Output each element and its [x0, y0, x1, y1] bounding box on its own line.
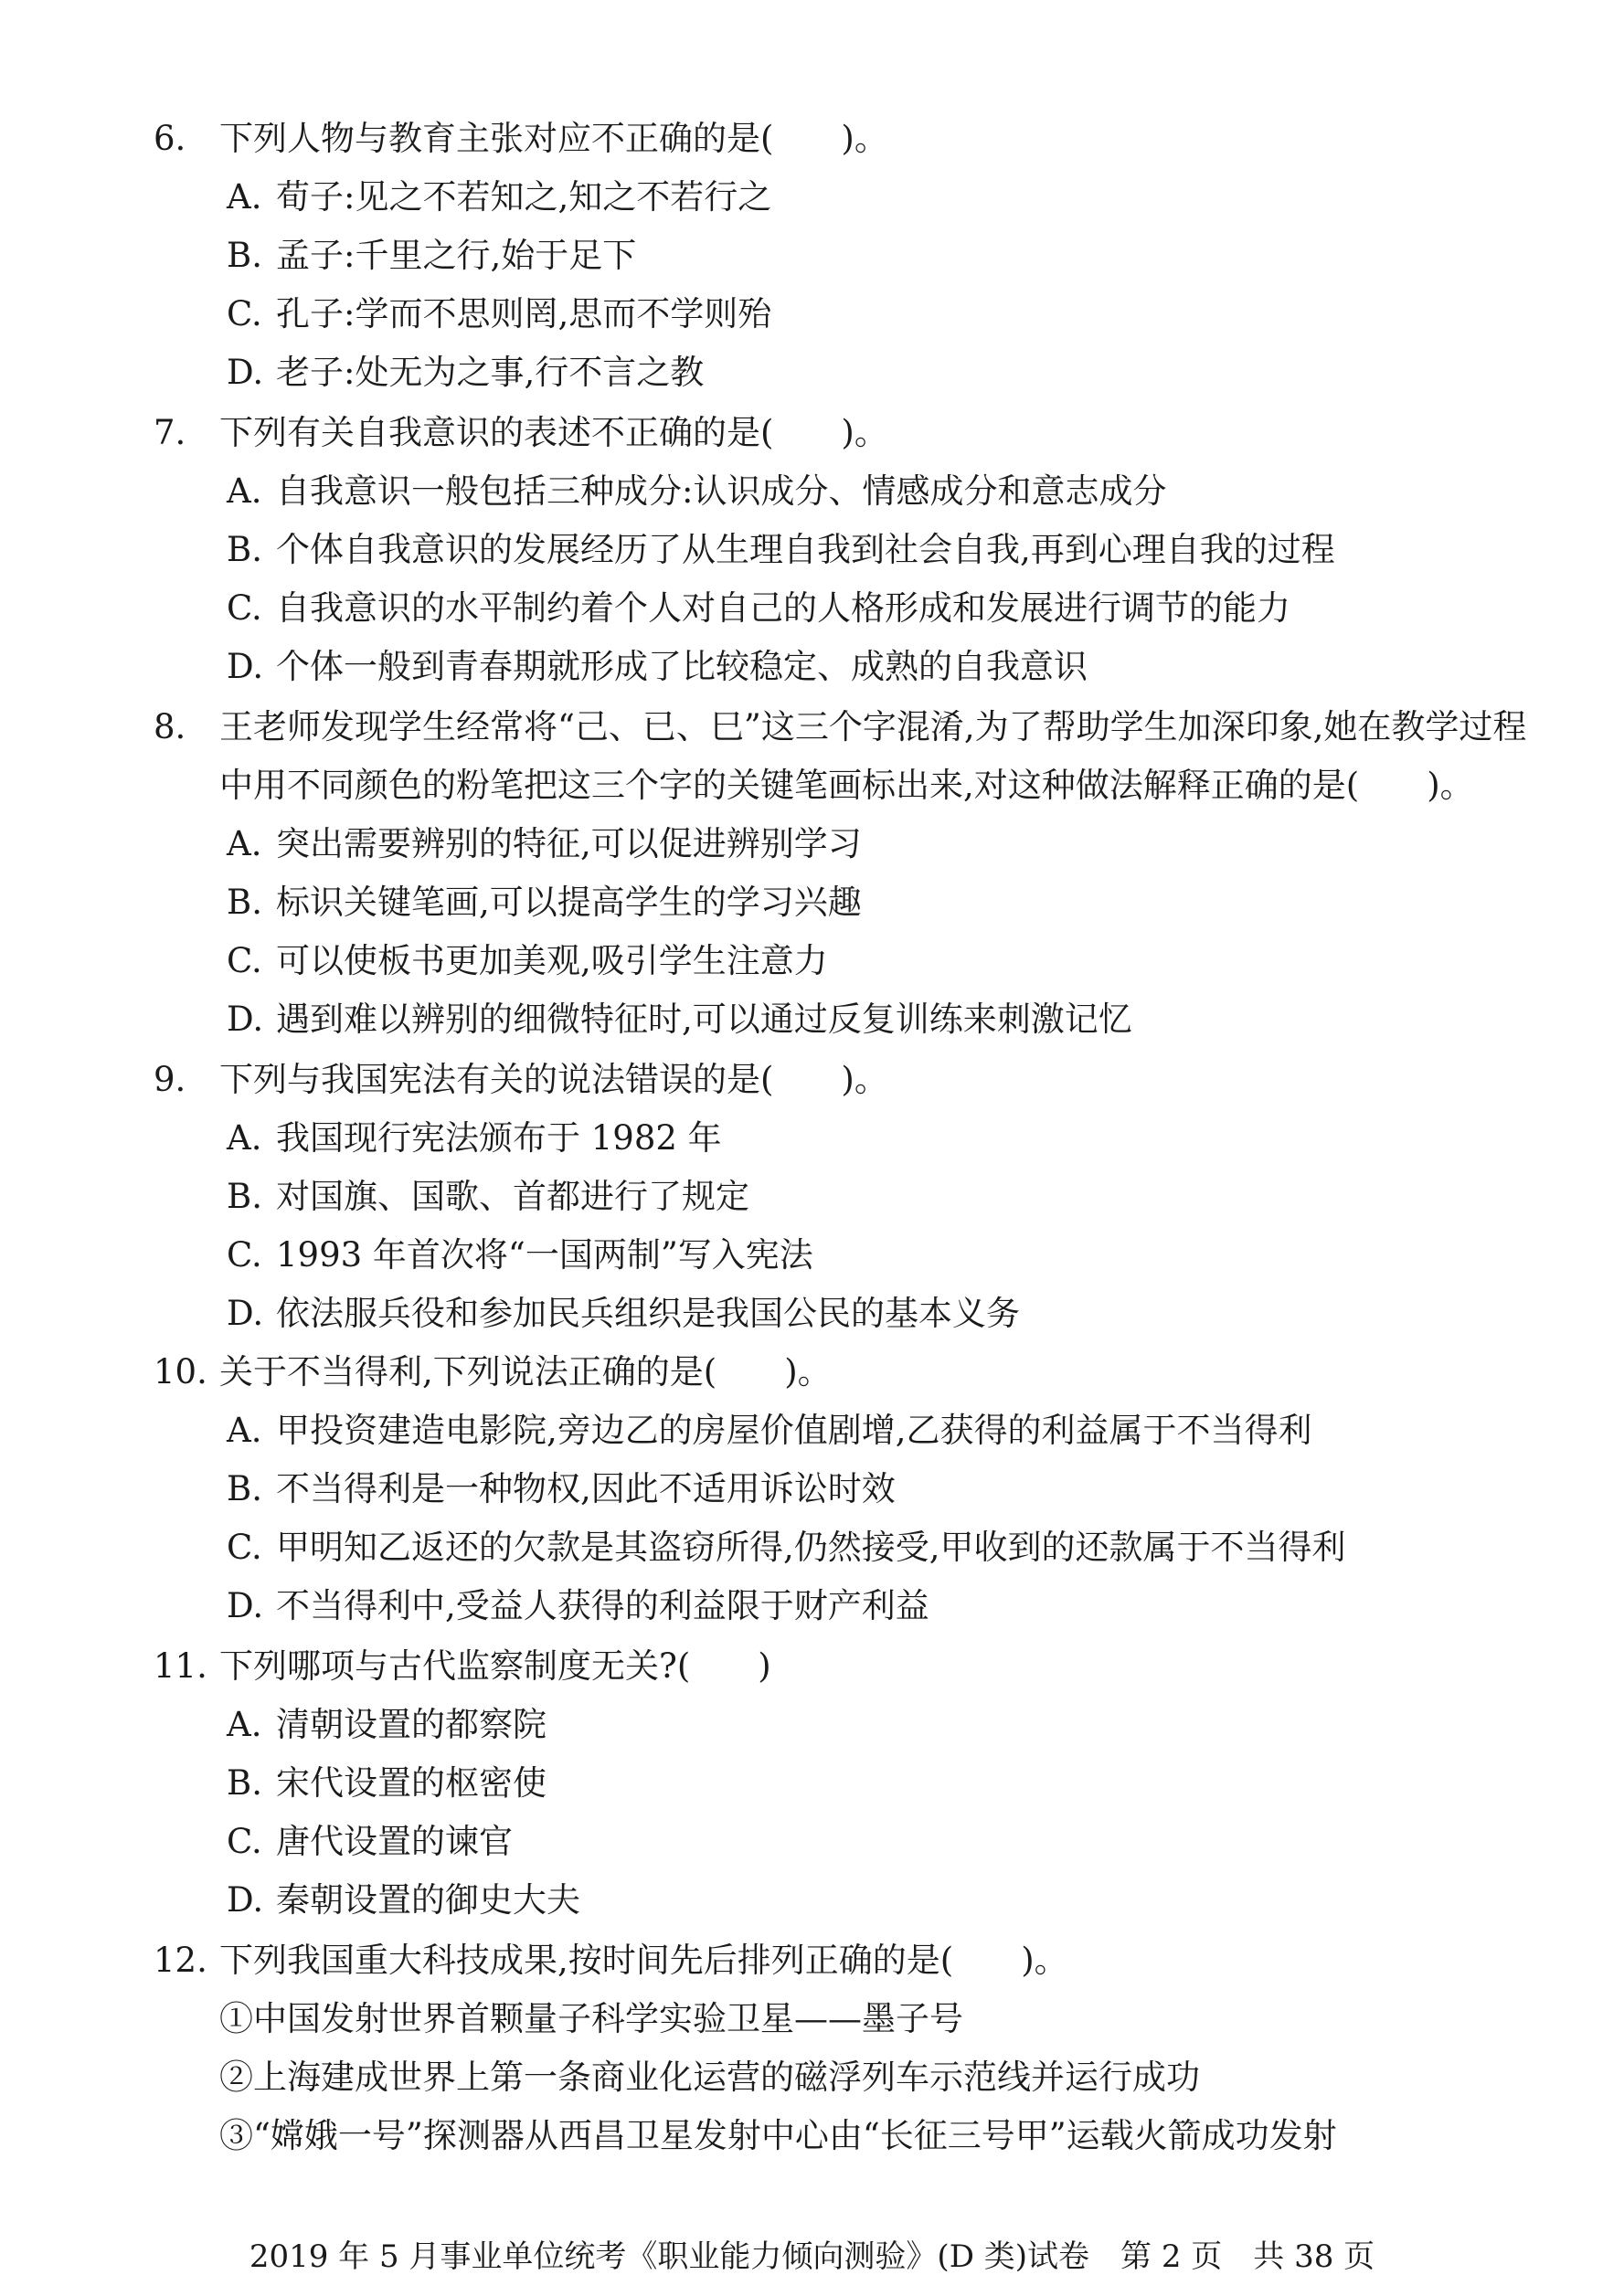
- option-text: 孔子:学而不思则罔,思而不学则殆: [276, 294, 772, 333]
- question-number: 12.: [154, 1941, 207, 1980]
- option-b: [227, 1175, 749, 1219]
- option-a: [227, 175, 771, 219]
- question-stem: 下列我国重大科技成果,按时间先后排列正确的是( )。: [219, 1941, 1068, 1980]
- numbered-item: ②上海建成世界上第一条商业化运营的磁浮列车示范线并运行成功: [219, 2058, 1200, 2097]
- option-d: [227, 1878, 580, 1922]
- option-a: [227, 822, 862, 866]
- option-letter: A.: [227, 1411, 262, 1450]
- option-c: [227, 1233, 813, 1277]
- option-text: 1993 年首次将“一国两制”写入宪法: [276, 1235, 813, 1275]
- option-text: 可以使板书更加美观,吸引学生注意力: [276, 941, 828, 980]
- option-letter: A.: [227, 824, 262, 863]
- option-text: 不当得利中,受益人获得的利益限于财产利益: [276, 1586, 929, 1625]
- option-a: [227, 1703, 547, 1747]
- option-letter: B.: [227, 1763, 262, 1803]
- option-letter: D.: [227, 647, 264, 686]
- option-b: [227, 881, 862, 925]
- option-letter: D.: [227, 353, 264, 392]
- option-letter: C.: [227, 1528, 262, 1567]
- option-text: 甲投资建造电影院,旁边乙的房屋价值剧增,乙获得的利益属于不当得利: [276, 1411, 1312, 1450]
- numbered-item: ③“嫦娥一号”探测器从西昌卫星发射中心由“长征三号甲”运载火箭成功发射: [219, 2116, 1337, 2155]
- question-stem: 下列人物与教育主张对应不正确的是( )。: [219, 119, 888, 158]
- option-a: [227, 1116, 722, 1160]
- question-stem-continued: 中用不同颜色的粉笔把这三个字的关键笔画标出来,对这种做法解释正确的是( )。: [219, 766, 1474, 805]
- question-number: 11.: [154, 1646, 207, 1686]
- option-c: [227, 587, 1290, 630]
- option-text: 个体自我意识的发展经历了从生理自我到社会自我,再到心理自我的过程: [276, 530, 1335, 569]
- option-letter: A.: [227, 471, 262, 511]
- option-letter: D.: [227, 1880, 264, 1920]
- option-d: [227, 1584, 929, 1628]
- option-b: [227, 234, 636, 278]
- option-b: [227, 1467, 896, 1511]
- option-letter: C.: [227, 294, 262, 333]
- question-stem: 下列与我国宪法有关的说法错误的是( )。: [219, 1060, 888, 1099]
- option-text: 自我意识的水平制约着个人对自己的人格形成和发展进行调节的能力: [276, 588, 1290, 628]
- question-number: 8.: [154, 707, 186, 746]
- option-text: 标识关键笔画,可以提高学生的学习兴趣: [276, 883, 862, 922]
- option-c: [227, 1820, 513, 1864]
- option-letter: B.: [227, 883, 262, 922]
- option-c: [227, 939, 828, 983]
- option-a: [227, 470, 1166, 513]
- option-text: 宋代设置的枢密使: [276, 1763, 547, 1803]
- option-d: [227, 645, 1088, 689]
- option-letter: B.: [227, 236, 262, 275]
- option-text: 个体一般到青春期就形成了比较稳定、成熟的自我意识: [276, 647, 1088, 686]
- option-letter: A.: [227, 177, 262, 217]
- question-number: 6.: [154, 119, 186, 158]
- option-letter: C.: [227, 1822, 262, 1861]
- option-text: 甲明知乙返还的欠款是其盗窃所得,仍然接受,甲收到的还款属于不当得利: [276, 1528, 1346, 1567]
- option-letter: A.: [227, 1118, 262, 1158]
- option-c: [227, 1526, 1346, 1570]
- option-text: 不当得利是一种物权,因此不适用诉讼时效: [276, 1469, 896, 1508]
- option-d: [227, 351, 704, 395]
- option-letter: B.: [227, 1177, 262, 1216]
- option-a: [227, 1409, 1312, 1453]
- question-stem: 下列哪项与古代监察制度无关?( ): [219, 1646, 771, 1686]
- option-letter: C.: [227, 1235, 262, 1275]
- option-text: 清朝设置的都察院: [276, 1705, 547, 1744]
- option-b: [227, 1762, 547, 1805]
- option-d: [227, 1292, 1020, 1336]
- option-letter: C.: [227, 941, 262, 980]
- question-stem: 下列有关自我意识的表述不正确的是( )。: [219, 413, 888, 452]
- option-letter: B.: [227, 530, 262, 569]
- question-stem: 王老师发现学生经常将“己、已、巳”这三个字混淆,为了帮助学生加深印象,她在教学过程: [219, 707, 1527, 746]
- option-letter: A.: [227, 1705, 262, 1744]
- option-text: 老子:处无为之事,行不言之教: [276, 353, 705, 392]
- option-text: 孟子:千里之行,始于足下: [276, 236, 637, 275]
- option-text: 自我意识一般包括三种成分:认识成分、情感成分和意志成分: [276, 471, 1167, 511]
- option-letter: D.: [227, 1294, 264, 1333]
- option-d: [227, 998, 1132, 1042]
- option-c: [227, 292, 771, 336]
- option-text: 我国现行宪法颁布于 1982 年: [276, 1118, 722, 1158]
- option-text: 唐代设置的谏官: [276, 1822, 513, 1861]
- option-b: [227, 528, 1335, 572]
- question-number: 9.: [154, 1060, 186, 1099]
- question-number: 7.: [154, 413, 186, 452]
- numbered-item: ①中国发射世界首颗量子科学实验卫星——墨子号: [219, 1999, 963, 2038]
- page-footer: 2019 年 5 月事业单位统考《职业能力倾向测验》(D 类)试卷 第 2 页 共 38 页: [249, 2238, 1375, 2275]
- question-number: 10.: [154, 1352, 207, 1391]
- option-text: 突出需要辨别的特征,可以促进辨别学习: [276, 824, 862, 863]
- option-text: 荀子:见之不若知之,知之不若行之: [276, 177, 772, 217]
- option-text: 遇到难以辨别的细微特征时,可以通过反复训练来刺激记忆: [276, 1000, 1132, 1039]
- option-letter: D.: [227, 1000, 264, 1039]
- option-text: 对国旗、国歌、首都进行了规定: [276, 1177, 749, 1216]
- option-letter: B.: [227, 1469, 262, 1508]
- option-letter: C.: [227, 588, 262, 628]
- question-stem: 关于不当得利,下列说法正确的是( )。: [219, 1352, 832, 1391]
- option-text: 秦朝设置的御史大夫: [276, 1880, 580, 1920]
- option-letter: D.: [227, 1586, 264, 1625]
- option-text: 依法服兵役和参加民兵组织是我国公民的基本义务: [276, 1294, 1020, 1333]
